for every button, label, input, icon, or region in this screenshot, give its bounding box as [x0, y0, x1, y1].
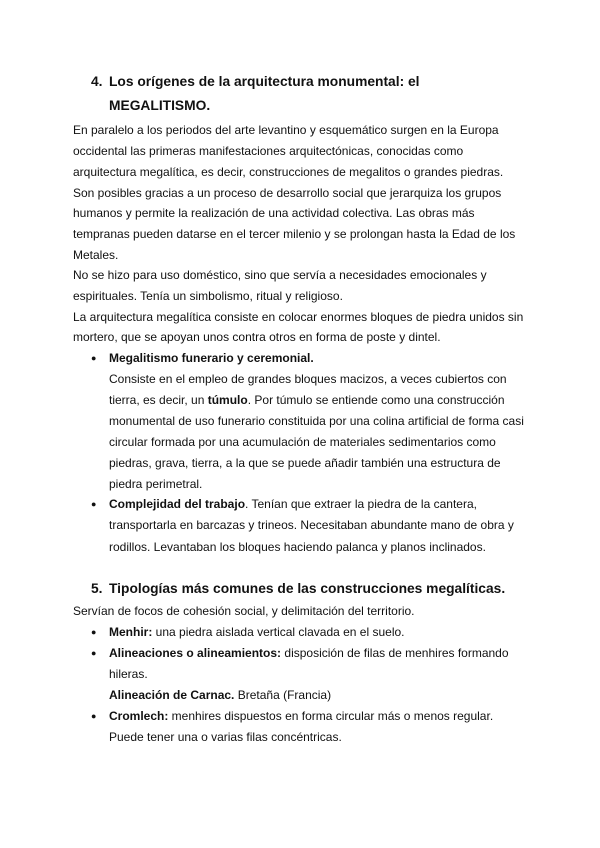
text-run: tierra, es decir, un: [109, 393, 208, 407]
bullet-text-line: Consiste en el empleo de grandes bloques macizos, a veces cubiertos con: [109, 372, 507, 386]
paragraph-line: En paralelo a los periodos del arte levantino y esquemático surgen en la Europa: [73, 123, 499, 137]
term-tumulo: túmulo: [207, 393, 248, 407]
bullet-text-line: hileras.: [109, 667, 148, 681]
term-cromlech: Cromlech:: [109, 709, 169, 723]
paragraph-line: espirituales. Tenía un simbolismo, ritual y religioso.: [73, 289, 343, 303]
bullet-text-line: rodillos. Levantaban los bloques haciendo palanca y planos inclinados.: [109, 540, 486, 554]
bullet-text-line: Puede tener una o varias filas concéntricas.: [109, 730, 342, 744]
paragraph-line: tempranas pueden datarse en el tercer milenio y se prolongan hasta la Edad de los: [73, 227, 516, 241]
bullet-dot: ●: [91, 499, 97, 509]
bullet-text-line: transportarla en barcazas y trineos. Necesitaban abundante mano de obra y: [109, 518, 514, 532]
paragraph-line: mortero, que se apoyan unos contra otros en forma de poste y dintel.: [73, 330, 441, 344]
example-carnac: [109, 688, 331, 702]
text-run: disposición de filas de menhires formando: [281, 646, 509, 660]
list-item-alineaciones: [109, 646, 509, 660]
list-item-menhir: [109, 625, 405, 639]
list-item-cromlech: [109, 709, 493, 723]
paragraph-line: No se hizo para uso doméstico, sino que servía a necesidades emocionales y: [73, 268, 487, 282]
section-5-intro: Servían de focos de cohesión social, y delimitación del territorio.: [73, 604, 415, 618]
bullet-dot: ●: [91, 627, 97, 637]
paragraph-line: La arquitectura megalítica consiste en colocar enormes bloques de piedra unidos sin: [73, 310, 524, 324]
term-carnac: Alineación de Carnac.: [109, 688, 235, 702]
bullet-text-line: piedras, grava, tierra, a la que se puede añadir también una estructura de: [109, 456, 501, 470]
bullet-dot: ●: [91, 353, 97, 363]
bullet-title-megalitismo: Megalitismo funerario y ceremonial.: [109, 351, 314, 365]
paragraph-line: Metales.: [73, 248, 119, 262]
bullet-text-line: monumental de uso funerario constituida por una colina artificial de forma casi: [109, 414, 524, 428]
bullet-dot: ●: [91, 711, 97, 721]
bullet-text-line: piedra perimetral.: [109, 477, 203, 491]
text-run: . Por túmulo se entiende como una construcción: [247, 393, 505, 407]
paragraph-line: occidental las primeras manifestaciones arquitectónicas, conocidas como: [73, 144, 464, 158]
text-run: menhires dispuestos en forma circular más o menos regular.: [168, 709, 494, 723]
paragraph-line: Son posibles gracias a un proceso de desarrollo social que jerarquiza los grupos: [73, 186, 502, 200]
text-run: una piedra aislada vertical clavada en el suelo.: [152, 625, 405, 639]
paragraph-line: humanos y permite la realización de una actividad colectiva. Las obras más: [73, 206, 475, 220]
bullet-title-complejidad: Complejidad del trabajo: [109, 497, 246, 511]
term-alineaciones: Alineaciones o alineamientos:: [109, 646, 282, 660]
text-run: . Tenían que extraer la piedra de la cantera,: [245, 497, 477, 511]
term-menhir: Menhir:: [109, 625, 153, 639]
paragraph-line: arquitectura megalítica, es decir, construcciones de megalitos o grandes piedras.: [73, 165, 504, 179]
bullet-text-line: [109, 497, 477, 511]
section-5-title: Tipologías más comunes de las construcciones megalíticas.: [109, 581, 506, 596]
bullet-dot: ●: [91, 648, 97, 658]
section-4-title-line2: MEGALITISMO.: [109, 98, 211, 113]
section-4-title-line1: Los orígenes de la arquitectura monumental: el: [109, 74, 420, 89]
bullet-text-line: [109, 393, 505, 407]
section-4-number: 4.: [91, 74, 103, 89]
bullet-text-line: circular formada por una acumulación de materiales sedimentarios como: [109, 435, 496, 449]
section-5-number: 5.: [91, 581, 103, 596]
text-run: Bretaña (Francia): [234, 688, 332, 702]
